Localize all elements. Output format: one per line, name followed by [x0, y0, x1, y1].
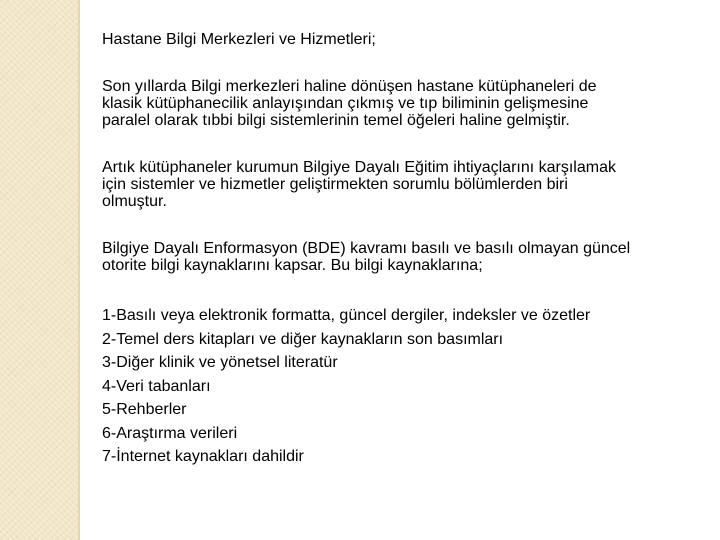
list-item: 3-Diğer klinik ve yönetsel literatür [102, 354, 338, 371]
list-item: 2-Temel ders kitapları ve diğer kaynakların son basımları [102, 330, 504, 348]
list-item: 6-Araştırma verileri [102, 424, 238, 442]
list-item: 4-Veri tabanları [102, 377, 211, 395]
paragraph-hospital-libraries: Son yıllarda Bilgi merkezleri haline dönüşen hastane kütüphaneleri de klasik kütüphanecilik anlayışından çıkmış ve tıp biliminin gelişmesine paralel olarak tıbbi bilgi sistemlerinin temel öğeleri haline gelmiştir. [102, 78, 597, 129]
paragraph-library-role: Artık kütüphaneler kurumun Bilgiye Dayalı Eğitim ihtiyaçlarını karşılamak için sistemler ve hizmetler geliştirmekten sorumlu bölümlerden biri olmuştur. [102, 159, 616, 210]
list-item: 5-Rehberler [102, 401, 187, 418]
decorative-side-strip [0, 0, 78, 540]
slide-heading: Hastane Bilgi Merkezleri ve Hizmetleri; [102, 31, 376, 48]
paragraph-bde-definition: Bilgiye Dayalı Enformasyon (BDE) kavramı basılı ve basılı olmayan güncel otorite bilgi kaynaklarını kapsar. Bu bilgi kaynaklarına; [102, 240, 631, 274]
list-item: 1-Basılı veya elektronik formatta, güncel dergiler, indeksler ve özetler [102, 307, 591, 324]
list-item: 7-İnternet kaynakları dahildir [102, 448, 304, 465]
slide-content [102, 31, 714, 469]
side-strip-divider [78, 0, 80, 540]
information-sources-list [102, 304, 714, 469]
